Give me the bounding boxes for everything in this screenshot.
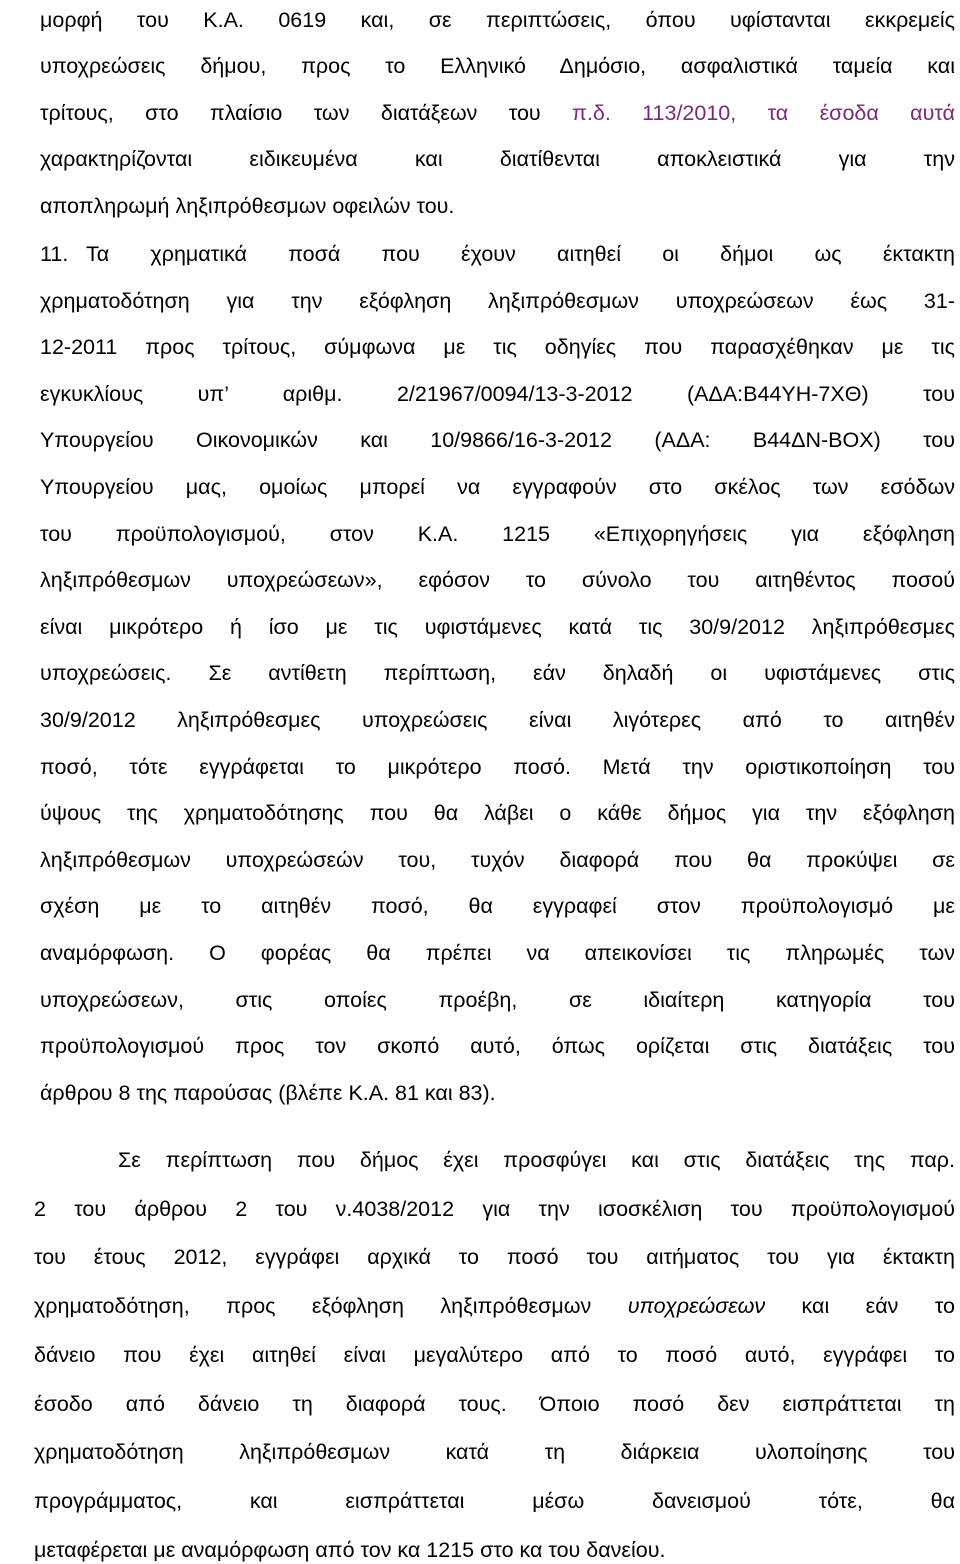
italic-term: υποχρεώσεων xyxy=(627,1294,766,1319)
text-line: προϋπολογισμού προς τον σκοπό αυτό, όπως ορίζεται στις διατάξεις του xyxy=(40,1034,955,1059)
text-line: εγκυκλίους υπ’ αριθμ. 2/21967/0094/13-3-2012 (ΑΔΑ:Β44ΥΗ-7ΧΘ) του xyxy=(40,381,955,406)
text-line: του προϋπολογισμού, στον Κ.Α. 1215 «Επιχορηγήσεις για εξόφληση xyxy=(40,521,955,546)
text-line: Υπουργείου μας, ομοίως μπορεί να εγγραφούν στο σκέλος των εσόδων xyxy=(40,475,955,499)
text-line: Σε περίπτωση που δήμος έχει προσφύγει και στις διατάξεις της παρ. xyxy=(118,1148,955,1172)
text-line xyxy=(40,145,955,173)
text-line: ληξιπρόθεσμων υποχρεώσεών του, τυχόν διαφορά που θα προκύψει σε xyxy=(40,847,955,872)
text-line: 30/9/2012 ληξιπρόθεσμες υποχρεώσεις είναι λιγότερες από το αιτηθέν xyxy=(40,708,955,732)
text-line: Υπουργείου Οικονομικών και 10/9866/16-3-2012 (ΑΔΑ: Β44ΔΝ-ΒΟΧ) του xyxy=(40,428,955,453)
text-line: υποχρεώσεων, στις οποίες προέβη, σε ιδιαίτερη κατηγορία του xyxy=(40,987,955,1012)
text-line: 2 του άρθρου 2 του ν.4038/2012 για την ισοσκέλιση του προϋπολογισμού xyxy=(34,1196,955,1221)
text-fragment: 113/2010, τα έσοδα αυτά xyxy=(610,101,955,125)
text-line xyxy=(34,1292,955,1320)
text-fragment: χρηματοδότηση, προς εξόφληση ληξιπρόθεσμων xyxy=(34,1294,628,1319)
text-line: είναι μικρότερο ή ίσο με τις υφιστάμενες κατά τις 30/9/2012 ληξιπρόθεσμες xyxy=(40,614,955,639)
list-number: 11. xyxy=(40,242,69,266)
text-fragment: και εάν το xyxy=(765,1294,955,1319)
text-line: του έτους 2012, εγγράφει αρχικά το ποσό του αιτήματος του για έκτακτη xyxy=(34,1245,955,1270)
text-line: δάνειο που έχει αιτηθεί είναι μεγαλύτερο από το ποσό αυτό, εγγράφει το xyxy=(34,1342,955,1367)
text-line: ληξιπρόθεσμων υποχρεώσεων», εφόσον το σύνολο του αιτηθέντος ποσού xyxy=(40,568,955,593)
text-line: σχέση με το αιτηθέν ποσό, θα εγγραφεί στον προϋπολογισμό με xyxy=(40,894,955,919)
text-line: προγράμματος, και εισπράττεται μέσω δανεισμού τότε, θα xyxy=(34,1488,955,1513)
text-line xyxy=(40,99,955,127)
text-line: ύψους της χρηματοδότησης που θα λάβει ο κάθε δήμος για την εξόφληση xyxy=(40,801,955,826)
text-line: έσοδο από δάνειο τη διαφορά τους. Όποιο ποσό δεν εισπράττεται τη xyxy=(34,1391,955,1416)
text-line: 12-2011 προς τρίτους, σύμφωνα με τις οδηγίες που παρασχέθηκαν με τις xyxy=(40,335,955,360)
text-line: αναμόρφωση. Ο φορέας θα πρέπει να απεικονίσει τις πληρωμές των xyxy=(40,941,955,965)
text-line: υποχρεώσεις. Σε αντίθετη περίπτωση, εάν δηλαδή οι υφιστάμενες στις xyxy=(40,661,955,686)
law-reference-link[interactable]: π.δ. xyxy=(572,101,611,125)
text-line: μεταφέρεται με αναμόρφωση από τον κα 1215 στο κα του δανείου. xyxy=(34,1537,666,1562)
text-line: Τα χρηματικά ποσά που έχουν αιτηθεί οι δήμοι ως έκτακτη xyxy=(86,242,955,266)
text-line: υποχρεώσεις δήμου, προς το Ελληνικό Δημόσιο, ασφαλιστικά ταμεία και xyxy=(40,54,955,78)
text-line: μορφή του Κ.Α. 0619 και, σε περιπτώσεις, όπου υφίστανται εκκρεμείς xyxy=(40,8,955,32)
text-line: άρθρου 8 της παρούσας (βλέπε Κ.Α. 81 και 83). xyxy=(40,1080,496,1105)
text-line: χρηματοδότηση ληξιπρόθεσμων κατά τη διάρκεια υλοποίησης του xyxy=(34,1440,955,1465)
text-line: ποσό, τότε εγγράφεται το μικρότερο ποσό. Μετά την οριστικοποίηση του xyxy=(40,754,955,779)
text-line: αποπληρωμή ληξιπρόθεσμων οφειλών του. xyxy=(40,194,455,218)
text-line: χρηματοδότηση για την εξόφληση ληξιπρόθεσμων υποχρεώσεων έως 31- xyxy=(40,288,955,313)
text-fragment: χαρακτηρίζονται ειδικευμένα και διατίθενται αποκλειστικά για την xyxy=(40,147,955,171)
text-fragment: τρίτους, στο πλαίσιο των διατάξεων του xyxy=(40,101,573,125)
